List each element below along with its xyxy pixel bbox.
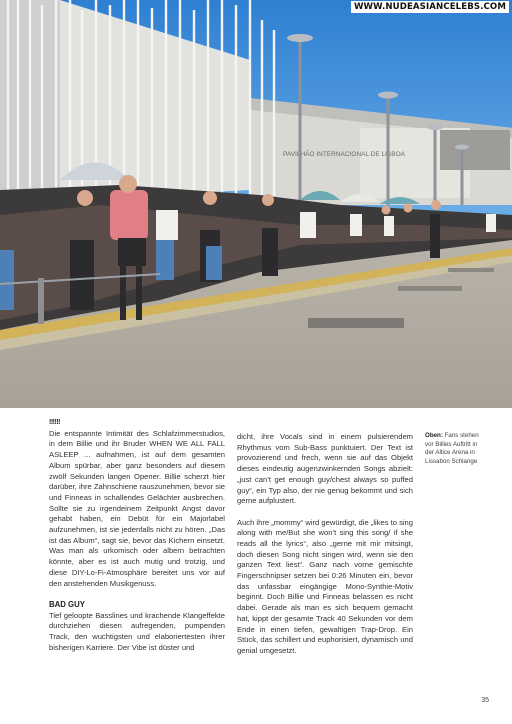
page-number: 35 — [481, 697, 489, 704]
subheading: BAD GUY — [49, 599, 85, 609]
paragraph: dicht, ihre Vocals sind in einem pulsierendem Rhythmus vom Sub-Bass punktuiert. Der Text ist provozierend und frech, wenn sie auf das Objekt dieses eindeutig augenzwinkernden Songs abzielt: „just can’t get enough guy/chest always so puffed guy“, ein Typ also, der nie genug bekommt und sich gerne aufplustert. — [237, 432, 413, 506]
paragraph: Auch ihre „mommy“ wird gewürdigt, die „likes to sing along with me/But she won’t sing this song/ if she reads all the lyrics“, also „gerne mit mir mitsingt, doch diesen Song nicht singen wird, wenn sie den ganzen Text liest“. Ganz nach vorne gemischte Fingerschnipser setzen bei 0:26 Minuten ein, bevor das unfassbar eingängige Mono-Synthie-Motiv beginnt. Doch Billie und Finneas belassen es nicht dabei. Gerade als man es sich bequem gemacht hat, kippt der gesamte Track 40 Sekunden vor dem Ende in einen tiefen, gewaltigen Trap-Drop. Ein Stück, das schillert und euphorisiert, dynamisch und genial umgesetzt. — [237, 517, 413, 655]
article-column-1 — [49, 418, 225, 653]
svg-text:PAVILHÃO INTERNACIONAL DE LISB: PAVILHÃO INTERNACIONAL DE LISBOA — [283, 151, 405, 158]
paragraph: Tief geloopte Basslines und krachende Klangeffekte durchziehen diesen aufregenden, pumpenden Track, den wuchtigsten und elaboriertesten ihrer bisherigen Karriere. Der Vibe ist düster und — [49, 610, 225, 652]
photo-caption — [425, 432, 487, 466]
article-column-2 — [237, 432, 413, 657]
paragraph: Die entspannte Intimität des Schlafzimmerstudios, in dem Billie und ihr Bruder WHEN WE ALL FALL ASLEEP ... aufnahmen, ist auf dem gesamten Album spürbar, aber ganz besonders auf diesem zwölf Sekunden langen Opener. Billie scherzt hier darüber, ihre Zahnschiene rauszunehmen, bevor sie und Finneas in schallendes Gelächter ausbrechen. Sollte sie zu irgendeinem Zeitpunkt Angst davor gehabt haben, ein Debüt für ein Majorlabel aufzunehmen, ist sie jedenfalls nicht zu hören. „Das ist das Album“, sagt sie, bevor das Kichern einsetzt. Was man als urkomisch oder albern betrachten könnte, aber es ist auch mutig und trotzig, und diese DIY-Lo-Fi-Atmosphäre bereitet uns vor auf den anstehenden Musikgenuss. — [49, 428, 225, 588]
watermark: WWW.NUDEASIANCELEBS.COM — [351, 1, 509, 13]
caption-label: Oben: — [425, 432, 443, 439]
caption-text: Fans stehen vor Billies Auftritt in der Altice Arena in Lissabon Schlange — [425, 432, 479, 465]
section-marker: !!!!!! — [49, 419, 60, 426]
